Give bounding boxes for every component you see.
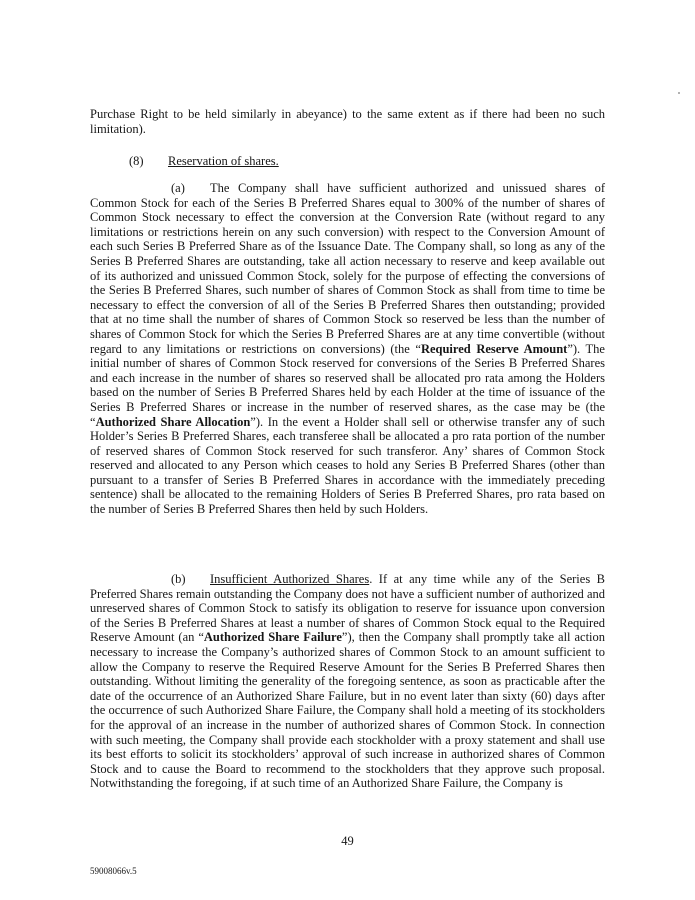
- paragraph-b-text-1: . If at any time while any of the Series B Preferred Shares remain outstanding the Company does not have a sufficient number of authorized and unreserved shares of Common Stock to satisfy its obligation to reserve for issuance upon conversion of the Series B Preferred Shares at least a number of shares of Common Stock equal to the Required Reserve Amount (an “: [90, 572, 606, 645]
- paragraph-b-label: (b): [171, 572, 186, 586]
- paragraph-a-text-2: ”). The initial number of shares of Common Stock reserved for conversions of the Series B Preferred Shares and each increase in the number of shares so reserved shall be allocated pro rata among the Holders based on the number of Series B Preferred Shares held by each Holder at the time of issuance of the Series B Preferred Shares or increase in the number of reserved shares, as the case may be (the “: [90, 341, 605, 429]
- defined-term-required-reserve-amount: Required Reserve Amount: [420, 341, 568, 356]
- document-id: 59008066v.5: [90, 866, 137, 876]
- defined-term-authorized-share-failure: Authorized Share Failure: [203, 630, 342, 645]
- section-title: Reservation of shares.: [168, 154, 279, 168]
- section-heading: [90, 154, 605, 169]
- paragraph-b: [90, 572, 605, 791]
- paragraph-a-text-1: The Company shall have sufficient authorized and unissued shares of Common Stock for each of the Series B Preferred Shares equal to 300% of the number of shares of Common Stock necessary to effect the conversion at the Conversion Rate (without regard to any limitations or restrictions herein on any such conversion) with respect to the Conversion Amount of each such Series B Preferred Share as of the Issuance Date. The Company shall, so long as any of the Series B Preferred Shares are outstanding, take all action necessary to reserve and keep available out of its authorized and unissued Common Stock, solely for the purpose of effecting the conversions of the Series B Preferred Shares, such number of shares of Common Stock as shall from time to time be necessary to effect the conversion of all of the Series B Preferred Shares then outstanding; provided that at no time shall the number of shares of Common Stock so reserved be less than the number of shares of Common Stock for which the Series B Preferred Shares are at any time convertible (without regard to any limitations or restrictions on conversions) (the “: [90, 181, 605, 356]
- page-number: 49: [341, 834, 354, 848]
- paragraph-b-heading: Insufficient Authorized Shares: [210, 572, 370, 586]
- defined-term-authorized-share-allocation: Authorized Share Allocation: [95, 414, 251, 429]
- paragraph-a-label: (a): [171, 181, 185, 195]
- continuation-paragraph: Purchase Right to be held similarly in abeyance) to the same extent as if there had been no such limitation).: [90, 107, 605, 136]
- section-number: (8): [129, 154, 144, 168]
- scan-speck: [678, 92, 680, 94]
- paragraph-a-text-3: ”). In the event a Holder shall sell or otherwise transfer any of such Holder’s Series B Preferred Shares, each transferee shall be allocated a pro rata portion of the number of reserved shares of Common Stock reserved for such transferor. Any’ shares of Common Stock reserved and allocated to any Person which ceases to hold any Series B Preferred Shares (other than pursuant to a transfer of Series B Preferred Shares in accordance with the immediately preceding sentence) shall be allocated to the remaining Holders of Series B Preferred Shares, pro rata based on the number of Series B Preferred Shares then held by such Holders.: [90, 414, 605, 517]
- paragraph-a: [90, 181, 605, 517]
- paragraph-b-text-2: ”), then the Company shall promptly take all action necessary to increase the Company’s authorized shares of Common Stock to an amount sufficient to allow the Company to reserve the Required Reserve Amount for the Series B Preferred Shares then outstanding. Without limiting the generality of the foregoing sentence, as soon as practicable after the date of the occurrence of an Authorized Share Failure, but in no event later than sixty (60) days after the occurrence of such Authorized Share Failure, the Company shall hold a meeting of its stockholders for the approval of an increase in the number of authorized shares of Common Stock. In connection with such meeting, the Company shall provide each stockholder with a proxy statement and shall use its best efforts to solicit its stockholders’ approval of such increase in authorized shares of Common Stock and to cause the Board to recommend to the stockholders that they approve such proposal. Notwithstanding the foregoing, if at such time of an Authorized Share Failure, the Company is: [90, 630, 606, 791]
